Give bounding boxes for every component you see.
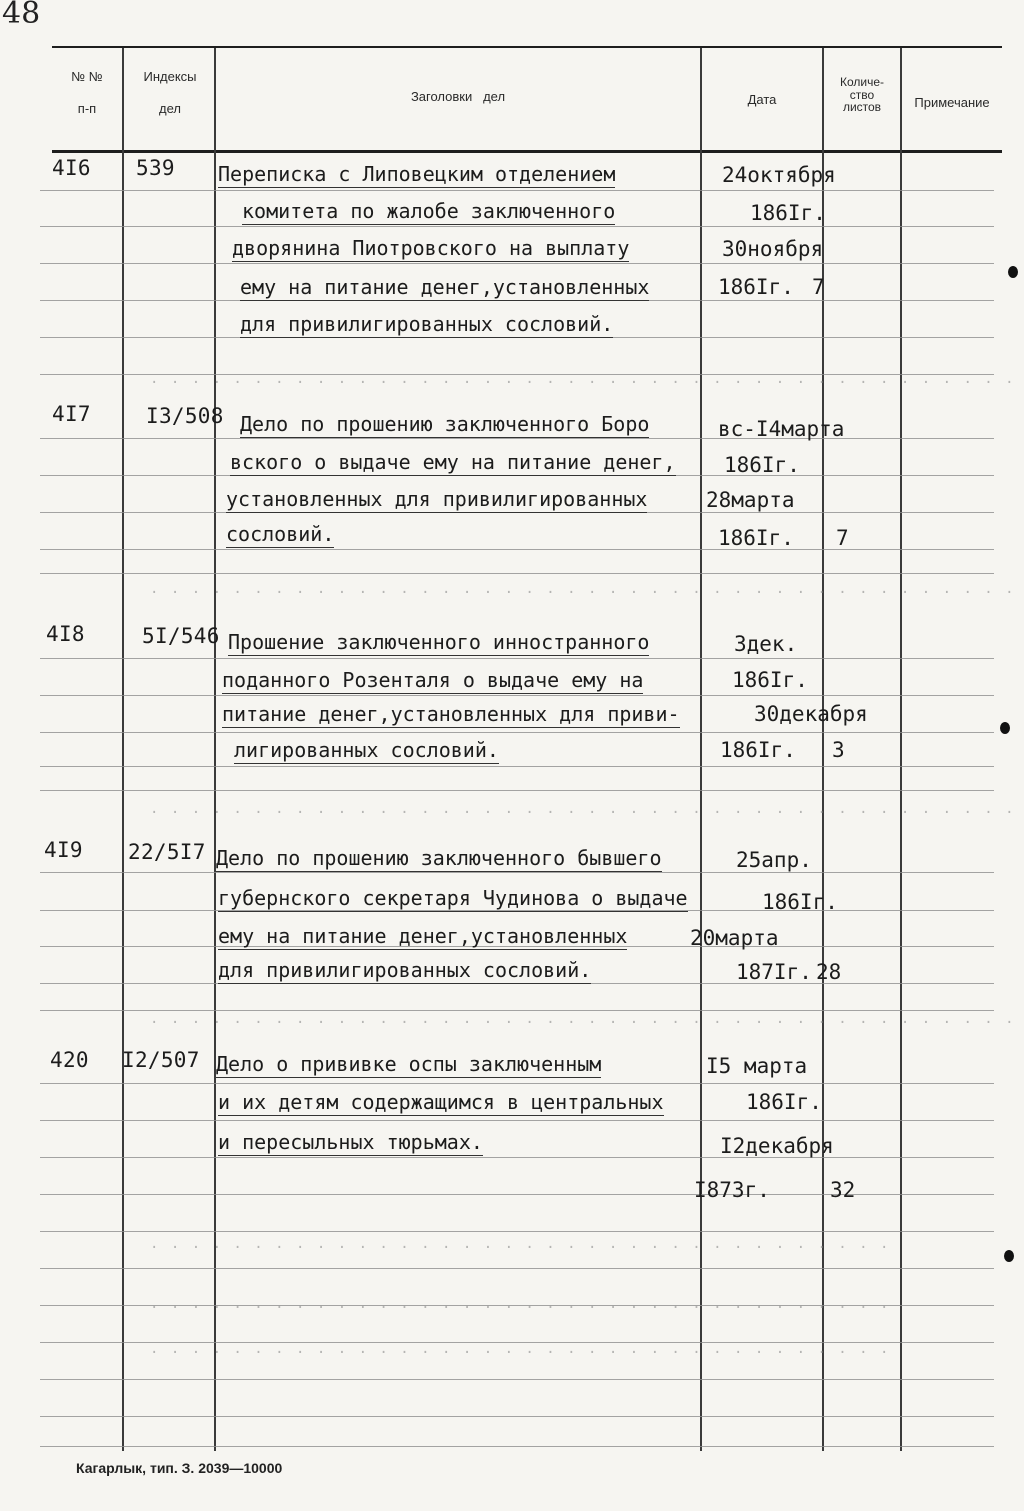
guide-line xyxy=(40,226,994,227)
bleed-through-noise: · · · · · · · · · · · · · · · · · · · · · · · · · · · · · · · · · · · · · · · · · · xyxy=(150,805,1016,821)
row-date-start-year: 186Iг. xyxy=(762,890,838,914)
row-title-line: Переписка с Липовецким отделением xyxy=(218,162,616,186)
row-date-end-year: 186Iг. xyxy=(720,738,796,762)
header-note: Примечание xyxy=(914,95,990,110)
row-date-start-day: 24октября xyxy=(722,163,836,187)
row-index: I3/508 xyxy=(146,404,224,428)
row-title-line: Дело по прошению заключенного бывшего xyxy=(216,846,662,870)
guide-line xyxy=(40,438,994,439)
row-sheet-count: 32 xyxy=(830,1178,856,1202)
guide-line xyxy=(40,1120,994,1121)
row-number: 4I9 xyxy=(44,838,83,862)
row-title-line: ему на питание денег,установленных xyxy=(240,275,650,299)
row-title-line: Дело о прививке оспы заключенным xyxy=(216,1052,602,1076)
punch-hole-mark xyxy=(1004,1250,1014,1262)
row-date-end-day: 30ноября xyxy=(722,237,824,261)
row-sheet-count: 28 xyxy=(816,960,842,984)
guide-line xyxy=(40,695,994,696)
guide-line xyxy=(40,766,994,767)
punch-hole-mark xyxy=(1000,722,1010,734)
row-title-line: и пересыльных тюрьмах. xyxy=(218,1130,483,1154)
guide-line xyxy=(40,1268,994,1269)
row-date-end-day: 20марта xyxy=(690,926,779,950)
bleed-through-noise: · · · · · · · · · · · · · · · · · · · · · · · · · · · · · · · · · · · · · · · · · · xyxy=(150,1015,1016,1031)
header-index-line2: дел xyxy=(159,100,181,116)
row-date-start-day: 3дек. xyxy=(734,632,798,656)
guide-line xyxy=(40,549,994,550)
guide-line xyxy=(40,790,994,791)
guide-line xyxy=(40,872,994,873)
row-number: 4I8 xyxy=(46,622,85,646)
row-title-line: губернского секретаря Чудинова о выдаче xyxy=(218,886,688,910)
header-count-line2: ство xyxy=(849,87,875,102)
guide-line xyxy=(40,1416,994,1417)
row-date-start-year: 186Iг. xyxy=(724,453,800,477)
row-sheet-count: 7 xyxy=(836,526,849,550)
header-count xyxy=(824,76,900,114)
page-number-mark: 48 xyxy=(2,0,41,31)
header-index-line1: Индексы xyxy=(143,69,197,84)
header-count-line3: листов xyxy=(842,100,882,115)
bleed-through-noise: · · · · · · · · · · · · · · · · · · · · · · · · · · · · · · · · · · · · xyxy=(150,1345,891,1361)
row-title-line: комитета по жалобе заключенного xyxy=(242,199,616,223)
row-title-line: питание денег,установленных для приви- xyxy=(222,702,680,726)
row-number: 420 xyxy=(50,1048,89,1072)
row-date-end-day: 28марта xyxy=(706,488,795,512)
row-date-start-day: 25апр. xyxy=(736,848,812,872)
header-num-line1: № № xyxy=(71,69,103,84)
row-index: 5I/546 xyxy=(142,624,220,648)
guide-line xyxy=(40,1157,994,1158)
row-title-line: установленных для привилигированных xyxy=(226,487,648,511)
row-index: 22/5I7 xyxy=(128,840,206,864)
row-date-end-year: 186Iг. xyxy=(718,526,794,550)
column-divider-count xyxy=(900,48,902,1451)
row-date-start-day: I5 марта xyxy=(706,1054,808,1078)
guide-line xyxy=(40,1379,994,1380)
row-title-line: поданного Розенталя о выдаче ему на xyxy=(222,668,644,692)
row-title-line: Прошение заключенного инностранного xyxy=(228,630,650,654)
row-title-line: сословий. xyxy=(226,522,335,546)
row-date-end-day: I2декабря xyxy=(720,1134,834,1158)
header-num xyxy=(56,70,118,115)
header-date: Дата xyxy=(747,92,777,107)
guide-line xyxy=(40,1010,994,1011)
header-num-line2: п-п xyxy=(77,100,97,116)
row-title-line: для привилигированных сословий. xyxy=(240,312,614,336)
row-title-line: Дело по прошению заключенного Боро xyxy=(240,412,650,436)
row-title-line: ему на питание денег,установленных xyxy=(218,924,628,948)
guide-line xyxy=(40,190,994,191)
guide-line xyxy=(40,658,994,659)
row-title-line: лигированных сословий. xyxy=(234,738,499,762)
guide-line xyxy=(40,1083,994,1084)
header-bottom-border xyxy=(52,150,1002,153)
row-sheet-count: 7 xyxy=(812,275,825,299)
row-date-end-year: 187Iг. xyxy=(736,960,812,984)
bleed-through-noise: · · · · · · · · · · · · · · · · · · · · · · · · · · · · · · · · · · · · xyxy=(150,1240,891,1256)
table-top-border xyxy=(52,46,1002,48)
row-sheet-count: 3 xyxy=(832,738,845,762)
row-title-line: дворянина Пиотровского на выплату xyxy=(232,236,630,260)
row-date-end-day: 30декабря xyxy=(754,702,868,726)
bleed-through-noise: · · · · · · · · · · · · · · · · · · · · · · · · · · · · · · · · · · · · · · · · · · xyxy=(150,375,1016,391)
row-index: I2/507 xyxy=(122,1048,200,1072)
row-title-line: вского о выдаче ему на питание денег, xyxy=(230,450,676,474)
guide-line xyxy=(40,573,994,574)
row-date-end-year: I873г. xyxy=(694,1178,770,1202)
column-divider-num xyxy=(122,48,124,1451)
printer-imprint: Кагарлык, тип. З. 2039—10000 xyxy=(76,1460,283,1476)
row-date-start-year: 186Iг. xyxy=(750,201,826,225)
guide-line xyxy=(40,1342,994,1343)
bleed-through-noise: · · · · · · · · · · · · · · · · · · · · · · · · · · · · · · · · · · · · · · · · · · xyxy=(150,585,1016,601)
row-number: 4I7 xyxy=(52,402,91,426)
row-date-end-year: 186Iг. xyxy=(718,275,794,299)
row-index: 539 xyxy=(136,156,175,180)
header-titles: Заголовки дел xyxy=(410,89,506,104)
row-date-start-year: 186Iг. xyxy=(746,1090,822,1114)
punch-hole-mark xyxy=(1008,266,1018,278)
row-title-line: для привилигированных сословий. xyxy=(218,958,592,982)
guide-line xyxy=(40,263,994,264)
guide-line xyxy=(40,1231,994,1232)
header-index xyxy=(126,70,214,115)
row-date-start-year: 186Iг. xyxy=(732,668,808,692)
bleed-through-noise: · · · · · · · · · · · · · · · · · · · · · · · · · · · · · · · · · · · · xyxy=(150,1300,891,1316)
row-date-start-day: вс-I4марта xyxy=(718,417,845,441)
guide-line xyxy=(40,1446,994,1447)
row-title-line: и их детям содержащимся в центральных xyxy=(218,1090,664,1114)
guide-line xyxy=(40,732,994,733)
header-count-line1: Количе- xyxy=(839,75,885,89)
row-number: 4I6 xyxy=(52,156,91,180)
